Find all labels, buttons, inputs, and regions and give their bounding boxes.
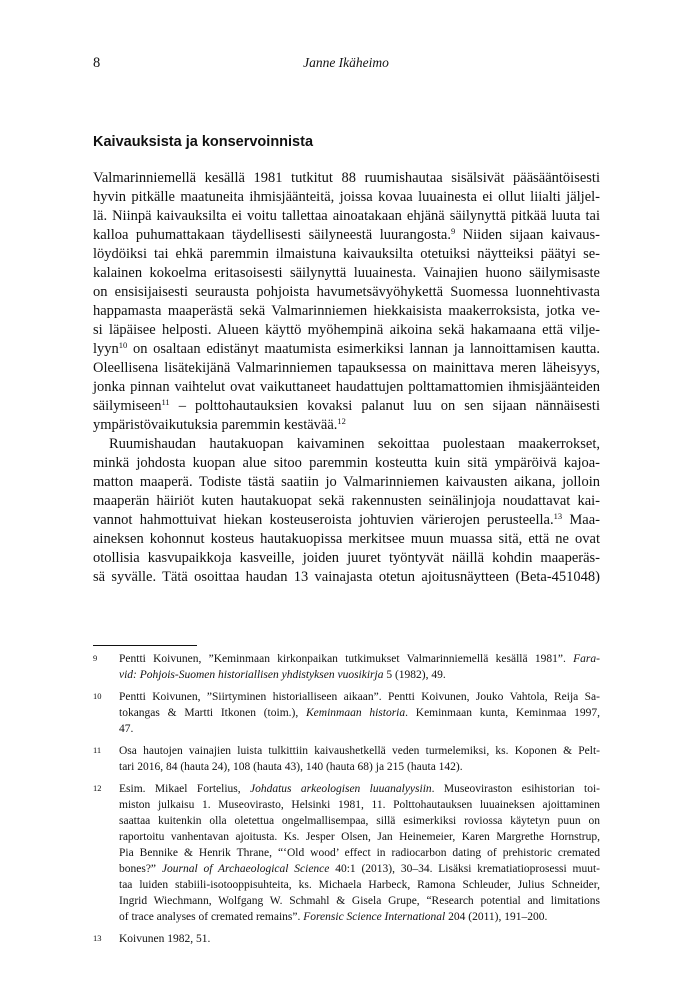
footnote-text: Pentti Koivunen, ”Keminmaan kirkonpaikan tutkimukset Valmarinniemellä kesällä 1981”. Fara- vid: Pohjois-Suomen historiallisen yhdistyksen vuosikirja 5 (1982), 49. (119, 653, 600, 681)
footnote-10 (93, 689, 600, 737)
footnote-9 (93, 651, 600, 683)
footnote-text: Esim. Mikael Fortelius, Johdatus arkeologisen luuanalyysiin. Museoviraston esihistorian toi- miston julkaisu 1. Museovirasto, Helsinki 1981, 11. Polttohautauksen luuaineksen ajoittaminen saattaa kuitenkin olla oletettua ongelmallisempaa, sillä esimerkiksi roviossa käytetyn puun on raportoitu vanhentavan ajoitusta. Ks. Jesper Olsen, Jan Heinemeier, Karen Margrethe Hornstrup, Pia Bennike & Henrik Thrane, “‘Old wood’ effect in radiocarbon dating of prehistoric cremated bones?” Journal of Archaeological Science 40:1 (2013), 30–34. Lisäksi krematiatioprosessi muut- taa luiden stabiili-isotooppisuhteita, ks. Michaela Harbeck, Ramona Schleuder, Julius Schneider, Ingrid Wiechmann, Wolfgang W. Schmahl & Gisela Grupe, “Research potential and limitations of trace analyses of cremated remains”. Forensic Science International 204 (2011), 191–200. (119, 783, 601, 923)
footnote-11 (93, 743, 600, 775)
text-line: kalloa puhumattakaan täydellisesti säilyneestä luurangosta.$^9$ Niiden sijaan kaivaus- (93, 226, 600, 243)
running-head: Janne Ikäheimo (303, 55, 389, 70)
text-line: maaperän häiriöt kuten hautakuopat sekä rakennusten seinälinjoja noudattavat kai- (93, 493, 600, 509)
page-header (93, 55, 599, 75)
text-line: on ensisijaisesti seurausta pohjoista havumetsävyöhykettä Suomessa luonnehtivasta (93, 284, 600, 300)
footnote-text: Osa hautojen vainajien luista tulkittiin kaivaushetkellä veden turmelemiksi, ks. Koponen & Pelt- tari 2016, 84 (hauta 24), 108 (hauta 43), 140 (hauta 68) ja 215 (hauta 142). (119, 745, 600, 773)
text-line: hyvin pitkälle maatuneita ihmisjäänteitä, joissa kovaa luuainesta ei ollut liialti jäljel- (93, 189, 600, 205)
text-line: lä. Niinpä kaivauksilta ei voitu tallettaa ainoatakaan ehjänä säilynyttä pitkää luuta tai (93, 208, 600, 224)
footnote-12 (93, 781, 600, 925)
footnote-13 (93, 931, 600, 947)
footnote-ref-9[interactable]: 9 (450, 226, 456, 236)
text-line: sä syvälle. Tätä osoittaa haudan 13 vainajasta otetun ajoitusnäytteen (Beta-451048) (93, 569, 600, 585)
text-line: si läpäisee helposti. Alueen käyttö myöhempinä aikoina sekä hakamaana että vilje- (93, 322, 600, 338)
footnotes (93, 651, 600, 953)
text-line: ympäristövaikutuksia paremmin kestävää.$^{12}$ (93, 416, 346, 433)
text-line: Oleellisena lisätekijänä Valmarinniemen tapauksessa on mainittava meren läheisyys, (93, 360, 600, 376)
footnote-number: 11 (93, 745, 102, 755)
text-line: kalainen kokoelma eritasoisesti säilynyttä luuainesta. Vainajien huono säilymisaste (93, 265, 600, 281)
footnote-divider (93, 645, 197, 646)
footnote-number: 9 (93, 653, 98, 663)
footnote-ref-13[interactable]: 13 (553, 511, 563, 521)
paragraph-1 (93, 169, 600, 435)
footnote-number: 12 (93, 783, 102, 793)
text-line: jonka pinnan vaihtelut ovat vaikuttaneet haudattujen polttamattomien ihmisjäänteiden (93, 379, 600, 395)
footnote-text: Koivunen 1982, 51. (119, 933, 211, 945)
text-line: vannot hahmottuivat hiekan kosteuseroista johtuvien värierojen perusteella.$^{13}$ Maa- (93, 511, 601, 528)
paragraph-2 (93, 435, 600, 587)
text-line: minkä johdosta kuopan alue sitoo paremmin kosteutta kuin sitä ympäröivä kajoa- (93, 455, 600, 471)
section-heading: Kaivauksista ja konservoinnista (93, 134, 314, 150)
text-line: säilymiseen$^{11}$ – polttohautauksien kovaksi palanut luu on sen sijaan nännäisesti (93, 397, 600, 414)
body-text (93, 169, 600, 587)
footnote-number: 10 (93, 691, 102, 701)
footnote-ref-11[interactable]: 11 (161, 397, 170, 407)
text-line: matton maaperä. Todiste tästä saatiin jo Valmarinniemen kaivausten aikana, jolloin (93, 474, 600, 490)
text-line: otollisia kasvupaikkoja kasveille, joiden juuret työntyvät näillä kohdin maaperäs- (93, 550, 600, 566)
footnote-ref-12[interactable]: 12 (337, 416, 346, 426)
text-line: happamasta maaperästä sekä Valmarinniemen hiekkaisista maakerroksista, jotka ve- (93, 303, 600, 319)
text-line: löydöiksi tai ehkä paremmin ilmaistuna kaivauksilta otetuiksi näytteiksi päätyi se- (93, 246, 600, 262)
footnote-text: Pentti Koivunen, ”Siirtyminen historialliseen aikaan”. Pentti Koivunen, Jouko Vahtola, Reija Sa- tokangas & Martti Itkonen (toim.), Keminmaan historia. Keminmaan kunta, Keminmaa 1997, 47. (119, 691, 600, 735)
footnote-ref-10[interactable]: 10 (118, 340, 128, 350)
text-line: lyyn$^{10}$ on osaltaan edistänyt maatumista esimerkiksi lannan ja lannoittamisen kautta. (93, 340, 600, 357)
page-number: 8 (93, 55, 101, 71)
footnote-number: 13 (93, 933, 102, 943)
text-line: aineksen kohonnut kosteus hautakuopissa merkitsee muun muassa sitä, että ne ovat (93, 531, 600, 547)
text-line: Valmarinniemellä kesällä 1981 tutkitut 88 ruumishautaa sisälsivät pääsääntöisesti (93, 170, 600, 186)
text-line: Ruumishaudan hautakuopan kaivaminen sekoittaa puolestaan maakerrokset, (109, 436, 600, 452)
